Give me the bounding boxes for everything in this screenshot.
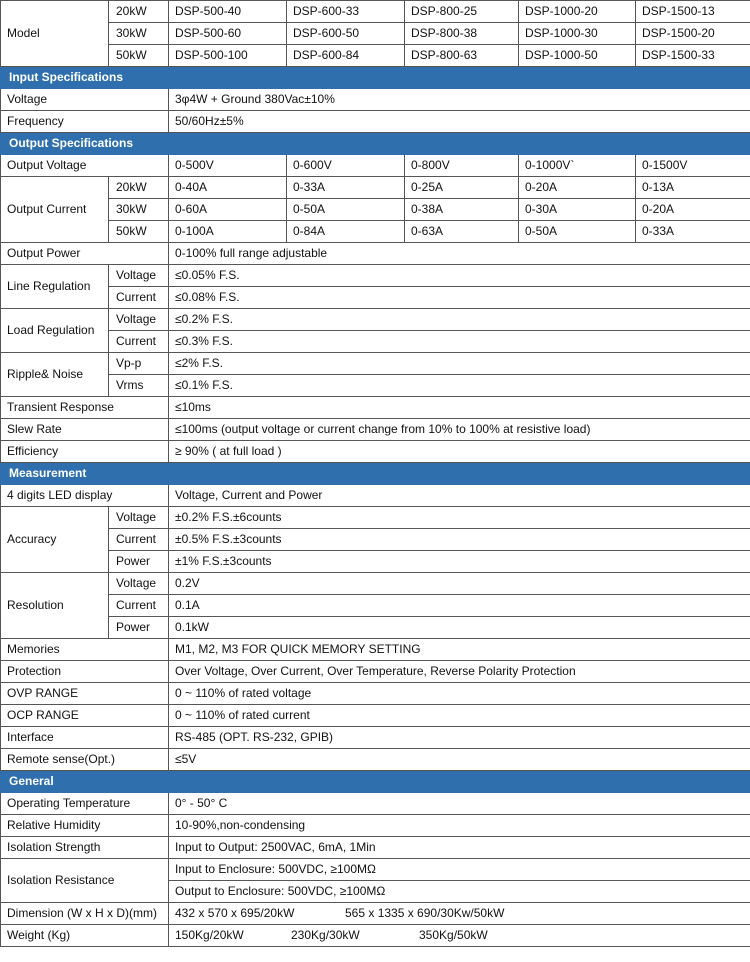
spec-value: Input to Enclosure: 500VDC, ≥100MΩ bbox=[169, 859, 750, 881]
spec-value: ≤0.08% F.S. bbox=[169, 287, 750, 309]
current-power: 50kW bbox=[109, 221, 169, 243]
spec-row bbox=[1, 485, 750, 507]
spec-row bbox=[1, 287, 750, 309]
spec-label: Load Regulation bbox=[1, 309, 109, 353]
spec-row bbox=[1, 595, 750, 617]
model-row bbox=[1, 23, 750, 45]
model-cell: DSP-600-33 bbox=[287, 1, 405, 23]
current-cell: 0-20A bbox=[519, 177, 636, 199]
model-power: 30kW bbox=[109, 23, 169, 45]
spec-value: 10-90%,non-condensing bbox=[169, 815, 750, 837]
model-cell: DSP-600-84 bbox=[287, 45, 405, 67]
dimension-value: 432 x 570 x 695/20kW bbox=[175, 906, 295, 920]
spec-label: Voltage bbox=[1, 89, 169, 111]
spec-value: ≤0.2% F.S. bbox=[169, 309, 750, 331]
spec-value: ≤0.1% F.S. bbox=[169, 375, 750, 397]
spec-row bbox=[1, 331, 750, 353]
spec-row bbox=[1, 793, 750, 815]
spec-label: Memories bbox=[1, 639, 169, 661]
spec-value: 50/60Hz±5% bbox=[169, 111, 750, 133]
spec-value: 0 ~ 110% of rated voltage bbox=[169, 683, 750, 705]
voltage-cell: 0-800V bbox=[405, 155, 519, 177]
spec-value: RS-485 (OPT. RS-232, GPIB) bbox=[169, 727, 750, 749]
spec-value: 0.1kW bbox=[169, 617, 750, 639]
spec-row bbox=[1, 397, 750, 419]
spec-value: 0.2V bbox=[169, 573, 750, 595]
spec-row bbox=[1, 837, 750, 859]
spec-sublabel: Voltage bbox=[109, 507, 169, 529]
spec-value: 0.1A bbox=[169, 595, 750, 617]
spec-row bbox=[1, 551, 750, 573]
spec-value: 0-100% full range adjustable bbox=[169, 243, 750, 265]
current-power: 30kW bbox=[109, 199, 169, 221]
spec-label: Operating Temperature bbox=[1, 793, 169, 815]
spec-sublabel: Voltage bbox=[109, 573, 169, 595]
model-cell: DSP-800-25 bbox=[405, 1, 519, 23]
voltage-cell: 0-500V bbox=[169, 155, 287, 177]
spec-value: ≤100ms (output voltage or current change from 10% to 100% at resistive load) bbox=[169, 419, 750, 441]
current-cell: 0-50A bbox=[519, 221, 636, 243]
spec-value: 3φ4W + Ground 380Vac±10% bbox=[169, 89, 750, 111]
spec-label: Interface bbox=[1, 727, 169, 749]
spec-value: ≤0.05% F.S. bbox=[169, 265, 750, 287]
spec-label: Resolution bbox=[1, 573, 109, 639]
spec-label: OCP RANGE bbox=[1, 705, 169, 727]
spec-row bbox=[1, 111, 750, 133]
spec-sublabel: Power bbox=[109, 551, 169, 573]
model-cell: DSP-600-50 bbox=[287, 23, 405, 45]
spec-label: Output Current bbox=[1, 177, 109, 243]
spec-value bbox=[169, 903, 750, 925]
spec-row bbox=[1, 727, 750, 749]
spec-sublabel: Current bbox=[109, 287, 169, 309]
section-header-general bbox=[1, 771, 750, 793]
model-cell: DSP-800-63 bbox=[405, 45, 519, 67]
spec-label: Weight (Kg) bbox=[1, 925, 169, 947]
model-power: 20kW bbox=[109, 1, 169, 23]
model-cell: DSP-500-40 bbox=[169, 1, 287, 23]
current-cell: 0-33A bbox=[287, 177, 405, 199]
spec-label: Protection bbox=[1, 661, 169, 683]
current-row bbox=[1, 221, 750, 243]
spec-row bbox=[1, 441, 750, 463]
spec-value bbox=[169, 925, 750, 947]
spec-label: Slew Rate bbox=[1, 419, 169, 441]
model-cell: DSP-1000-30 bbox=[519, 23, 636, 45]
section-header-output bbox=[1, 133, 750, 155]
model-cell: DSP-1000-20 bbox=[519, 1, 636, 23]
spec-value: 0 ~ 110% of rated current bbox=[169, 705, 750, 727]
voltage-cell: 0-1000V` bbox=[519, 155, 636, 177]
spec-row bbox=[1, 309, 750, 331]
current-cell: 0-33A bbox=[636, 221, 750, 243]
spec-value: ≤0.3% F.S. bbox=[169, 331, 750, 353]
spec-row bbox=[1, 749, 750, 771]
spec-row bbox=[1, 683, 750, 705]
current-cell: 0-20A bbox=[636, 199, 750, 221]
voltage-cell: 0-600V bbox=[287, 155, 405, 177]
spec-sublabel: Voltage bbox=[109, 309, 169, 331]
spec-value: ±0.2% F.S.±6counts bbox=[169, 507, 750, 529]
current-cell: 0-63A bbox=[405, 221, 519, 243]
weight-value: 350Kg/50kW bbox=[419, 928, 488, 942]
spec-row bbox=[1, 573, 750, 595]
spec-label: Accuracy bbox=[1, 507, 109, 573]
spec-label: Isolation Strength bbox=[1, 837, 169, 859]
spec-label: Remote sense(Opt.) bbox=[1, 749, 169, 771]
spec-row bbox=[1, 639, 750, 661]
section-header-input bbox=[1, 67, 750, 89]
spec-row bbox=[1, 419, 750, 441]
spec-value: ≤10ms bbox=[169, 397, 750, 419]
spec-row bbox=[1, 353, 750, 375]
spec-label: Line Regulation bbox=[1, 265, 109, 309]
current-row bbox=[1, 199, 750, 221]
section-title: Measurement bbox=[1, 463, 750, 485]
section-title: Input Specifications bbox=[1, 67, 750, 89]
spec-sublabel: Vrms bbox=[109, 375, 169, 397]
spec-sublabel: Vp-p bbox=[109, 353, 169, 375]
spec-label: 4 digits LED display bbox=[1, 485, 169, 507]
spec-row bbox=[1, 529, 750, 551]
spec-sublabel: Current bbox=[109, 529, 169, 551]
current-cell: 0-30A bbox=[519, 199, 636, 221]
current-cell: 0-40A bbox=[169, 177, 287, 199]
spec-label: Transient Response bbox=[1, 397, 169, 419]
model-cell: DSP-500-100 bbox=[169, 45, 287, 67]
spec-sublabel: Current bbox=[109, 331, 169, 353]
model-cell: DSP-1500-13 bbox=[636, 1, 750, 23]
voltage-cell: 0-1500V bbox=[636, 155, 750, 177]
spec-row bbox=[1, 155, 750, 177]
spec-label: Efficiency bbox=[1, 441, 169, 463]
current-cell: 0-38A bbox=[405, 199, 519, 221]
section-header-measurement bbox=[1, 463, 750, 485]
model-cell: DSP-1000-50 bbox=[519, 45, 636, 67]
current-cell: 0-25A bbox=[405, 177, 519, 199]
spec-value: ≤5V bbox=[169, 749, 750, 771]
spec-row bbox=[1, 859, 750, 881]
spec-value: ±1% F.S.±3counts bbox=[169, 551, 750, 573]
spec-row bbox=[1, 815, 750, 837]
current-cell: 0-50A bbox=[287, 199, 405, 221]
spec-row bbox=[1, 375, 750, 397]
current-cell: 0-13A bbox=[636, 177, 750, 199]
spec-sublabel: Voltage bbox=[109, 265, 169, 287]
dimension-value: 565 x 1335 x 690/30Kw/50kW bbox=[345, 906, 505, 920]
current-cell: 0-100A bbox=[169, 221, 287, 243]
spec-label: OVP RANGE bbox=[1, 683, 169, 705]
spec-value: 0° - 50° C bbox=[169, 793, 750, 815]
spec-value: M1, M2, M3 FOR QUICK MEMORY SETTING bbox=[169, 639, 750, 661]
model-row bbox=[1, 1, 750, 23]
spec-row bbox=[1, 507, 750, 529]
current-power: 20kW bbox=[109, 177, 169, 199]
spec-value: ≤2% F.S. bbox=[169, 353, 750, 375]
spec-row bbox=[1, 89, 750, 111]
spec-label: Isolation Resistance bbox=[1, 859, 169, 903]
spec-label: Relative Humidity bbox=[1, 815, 169, 837]
spec-value: Over Voltage, Over Current, Over Temperature, Reverse Polarity Protection bbox=[169, 661, 750, 683]
spec-label: Ripple& Noise bbox=[1, 353, 109, 397]
spec-row bbox=[1, 617, 750, 639]
spec-value: Voltage, Current and Power bbox=[169, 485, 750, 507]
current-cell: 0-60A bbox=[169, 199, 287, 221]
spec-sublabel: Power bbox=[109, 617, 169, 639]
model-cell: DSP-500-60 bbox=[169, 23, 287, 45]
spec-value: ≥ 90% ( at full load ) bbox=[169, 441, 750, 463]
spec-value: ±0.5% F.S.±3counts bbox=[169, 529, 750, 551]
spec-label: Dimension (W x H x D)(mm) bbox=[1, 903, 169, 925]
model-cell: DSP-1500-20 bbox=[636, 23, 750, 45]
weight-value: 150Kg/20kW bbox=[175, 928, 244, 942]
spec-row bbox=[1, 903, 750, 925]
spec-label: Output Power bbox=[1, 243, 169, 265]
current-row bbox=[1, 177, 750, 199]
model-cell: DSP-800-38 bbox=[405, 23, 519, 45]
spec-label: Output Voltage bbox=[1, 155, 169, 177]
spec-row bbox=[1, 925, 750, 947]
spec-value: Input to Output: 2500VAC, 6mA, 1Min bbox=[169, 837, 750, 859]
model-row bbox=[1, 45, 750, 67]
spec-row bbox=[1, 661, 750, 683]
spec-label: Frequency bbox=[1, 111, 169, 133]
model-cell: DSP-1500-33 bbox=[636, 45, 750, 67]
model-label: Model bbox=[1, 1, 109, 67]
spec-row bbox=[1, 243, 750, 265]
spec-value: Output to Enclosure: 500VDC, ≥100MΩ bbox=[169, 881, 750, 903]
section-title: Output Specifications bbox=[1, 133, 750, 155]
current-cell: 0-84A bbox=[287, 221, 405, 243]
spec-sublabel: Current bbox=[109, 595, 169, 617]
weight-value: 230Kg/30kW bbox=[291, 928, 360, 942]
model-power: 50kW bbox=[109, 45, 169, 67]
section-title: General bbox=[1, 771, 750, 793]
spec-row bbox=[1, 705, 750, 727]
spec-row bbox=[1, 265, 750, 287]
